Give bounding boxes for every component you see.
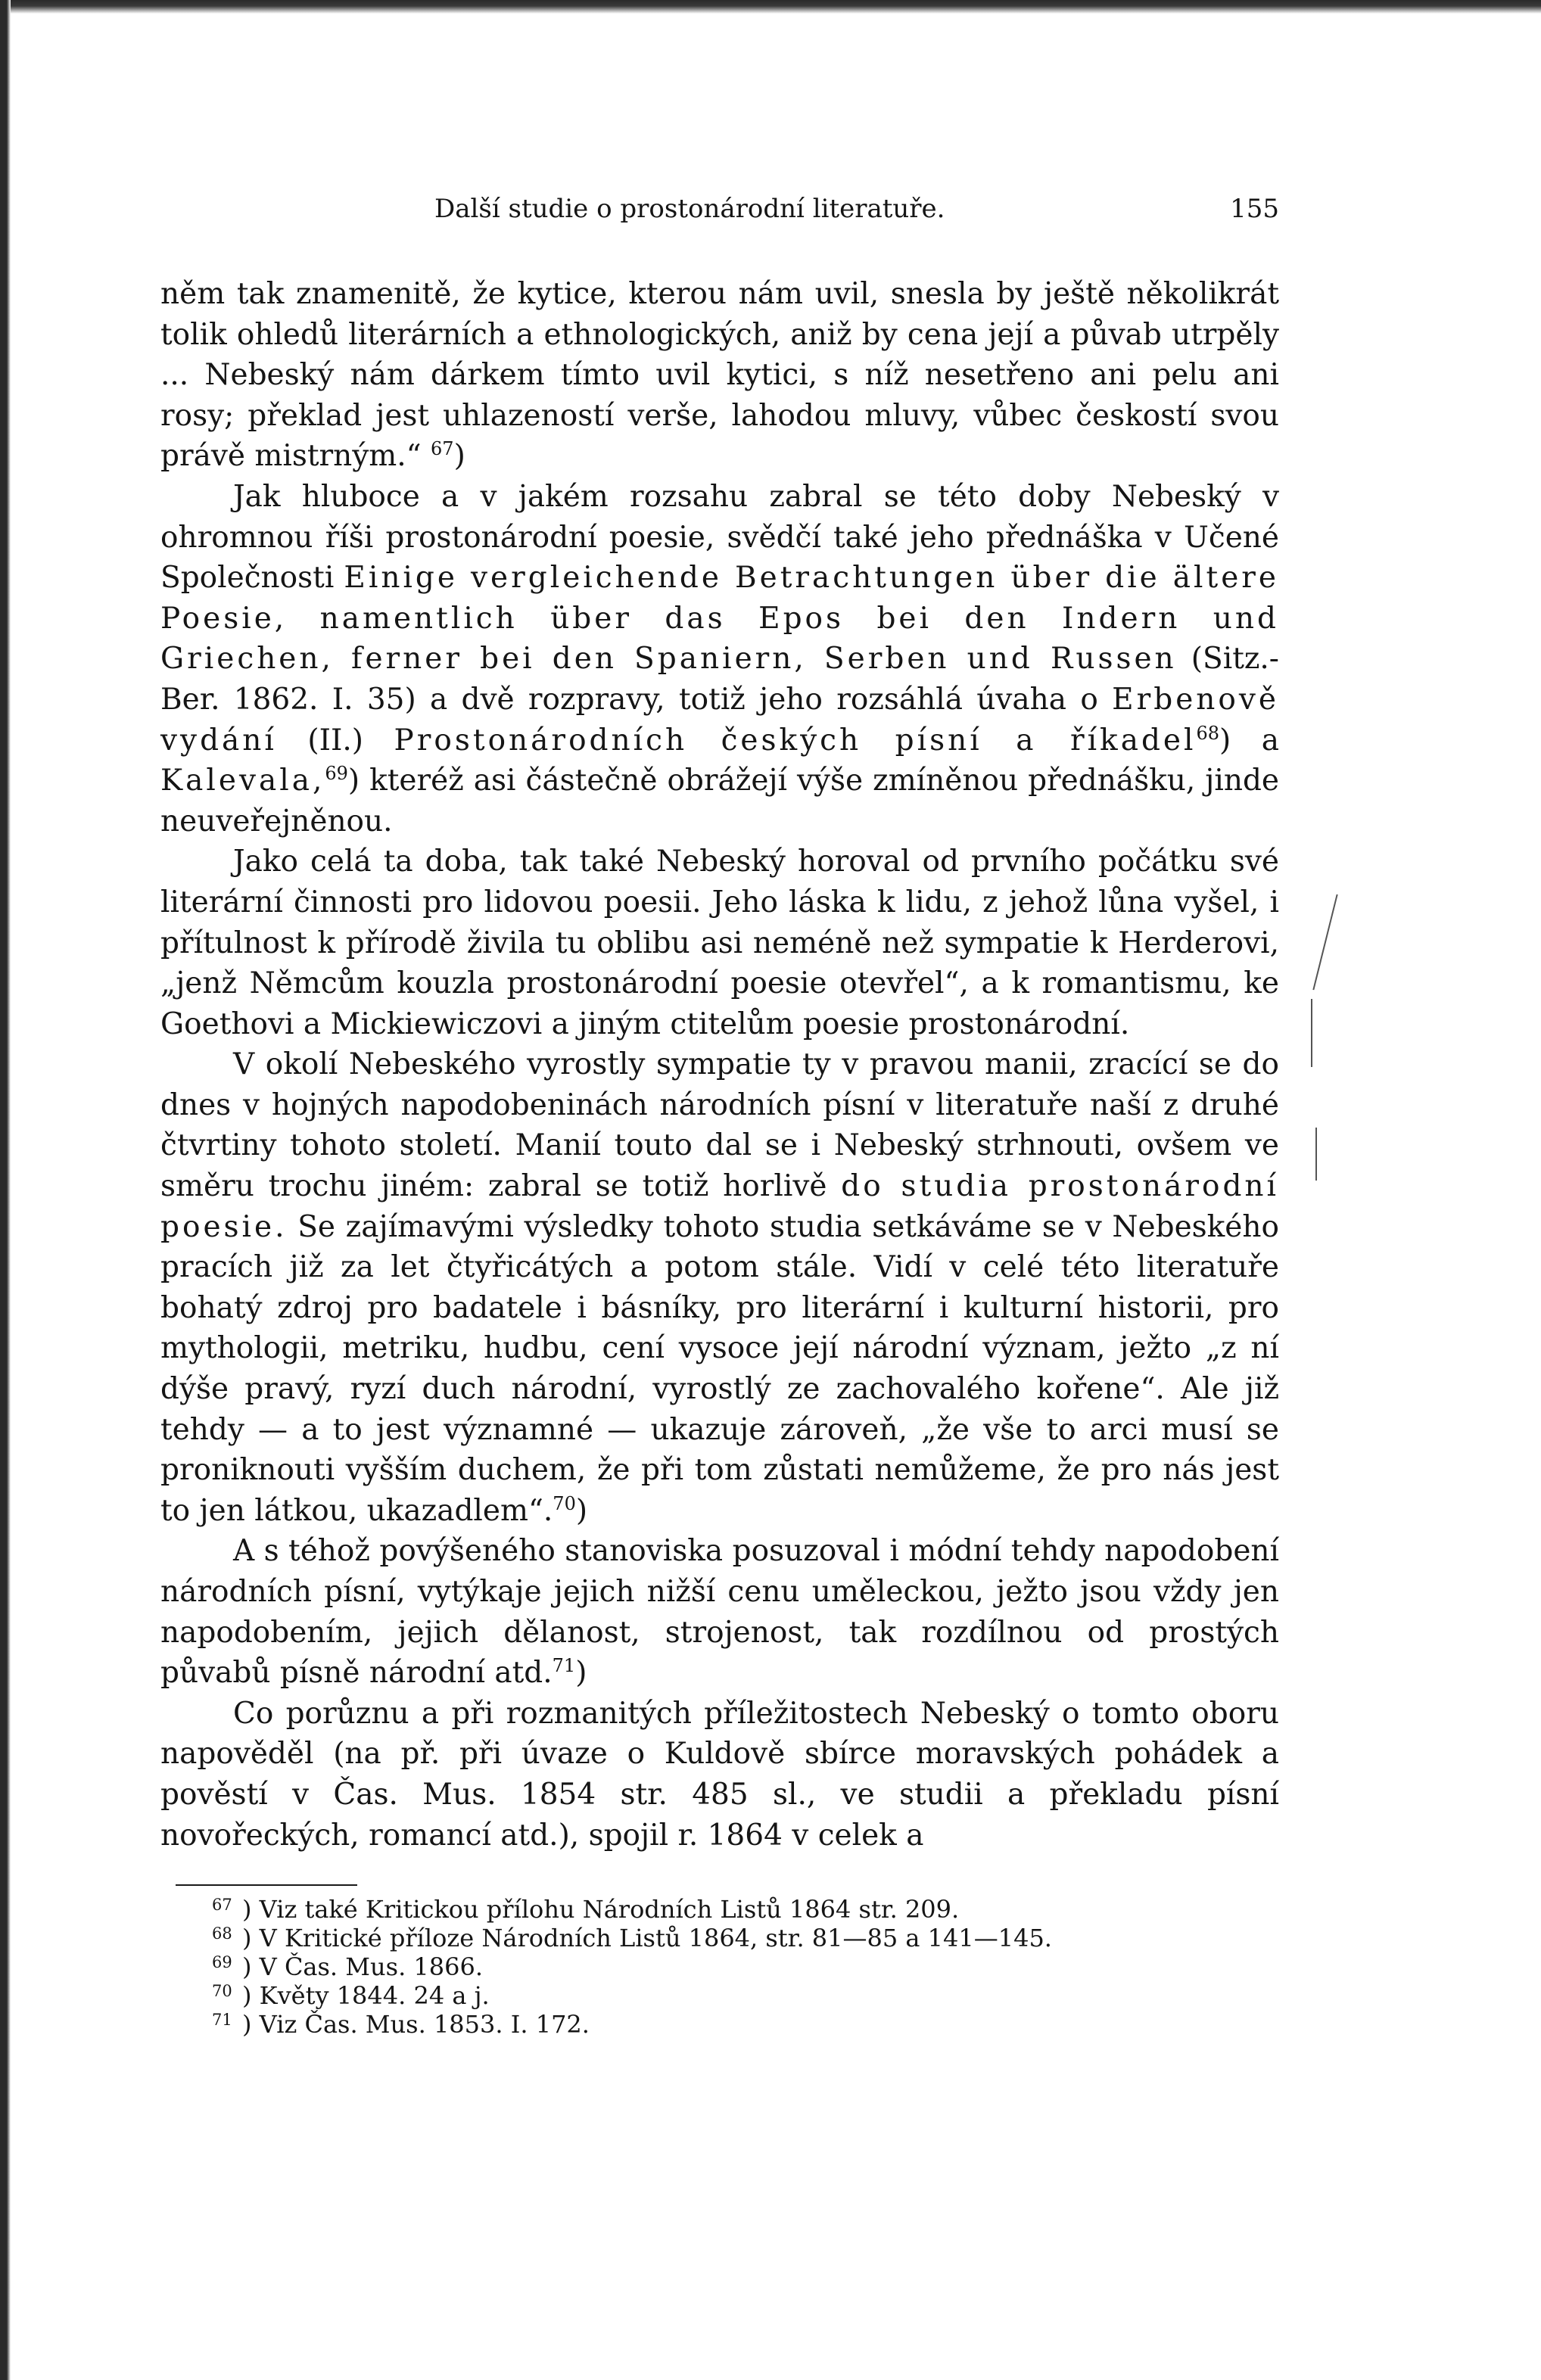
pencil-margin-mark bbox=[1315, 1128, 1317, 1181]
paragraph bbox=[160, 274, 1279, 477]
scan-border-top bbox=[0, 0, 1541, 14]
footnote-reference: 69 bbox=[325, 763, 348, 785]
paragraph bbox=[160, 1531, 1279, 1693]
footnote-text: ) V Kritické příloze Národních Listů 1864, str. 81—85 a 141—145. bbox=[242, 1924, 1052, 1953]
footnotes bbox=[160, 1895, 1279, 2039]
text-segment: Se zajímavými výsledky tohoto studia setkáváme se v Nebeského pracích již za let čtyřicátých a potom stále. Vidí v celé této literatuře bohatý zdroj pro badatele i básníky, pro literární i kulturní historii, pro mythologii, metriku, hudbu, cení vysoce její národní význam, ježto „z ní dýše pravý, ryzí duch národní, vyrostlý ze zachovalého kořene“. Ale již tehdy — a to jest významné — ukazuje zároveň, „že vše to arci musí se proniknouti vyšším duchem, že při tom zůstati nemůžeme, že pro nás jest to jen látkou, ukazadlem“. bbox=[160, 1209, 1279, 1528]
text-segment: ) bbox=[575, 1656, 587, 1691]
page-number: 155 bbox=[1230, 194, 1279, 224]
text-segment: Jak hluboce a v jakém rozsahu zabral se této doby Nebeský v ohromnou říši prostonárodní poesie, svědčí také jeho přednáška v Učené Společnosti bbox=[160, 479, 1279, 596]
footnote-separator bbox=[176, 1884, 357, 1886]
paragraph bbox=[160, 1044, 1279, 1531]
paragraph bbox=[160, 1694, 1279, 1856]
scan-border-left bbox=[0, 0, 11, 2380]
footnote-reference: 71 bbox=[552, 1655, 576, 1677]
footnote-text: ) Viz také Kritickou přílohu Národních Listů 1864 str. 209. bbox=[242, 1895, 960, 1924]
footnote-number: 71 bbox=[212, 2011, 232, 2030]
footnote-reference: 67 bbox=[431, 438, 454, 460]
footnote-number: 69 bbox=[212, 1953, 232, 1972]
text-segment: ) bbox=[575, 1493, 588, 1528]
spaced-title-text: do studia prostonárodní poesie. bbox=[160, 1169, 1279, 1244]
footnote-number: 67 bbox=[212, 1896, 232, 1915]
text-segment: něm tak znamenitě, že kytice, kterou nám uvil, snesla by ještě několikrát tolik ohledů literárních a ethnologických, aniž by cena její a půvab utrpěly ... Nebeský nám dárkem tímto uvil kytici, s níž nesetřeno ani pelu ani rosy; překlad jest uhlazeností verše, lahodou mluvy, vůbec českostí svou právě mistrným.“ bbox=[160, 277, 1279, 474]
text-segment: Co porůznu a při rozmanitých příležitostech Nebeský o tomto oboru napověděl (na př. při úvaze o Kuldově sbírce moravských pohádek a pověstí v Čas. Mus. 1854 str. 485 sl., ve studii a překladu písní novořeckých, romancí atd.), spojil r. 1864 v celek a bbox=[160, 1696, 1279, 1853]
footnote bbox=[212, 1895, 1279, 1924]
text-segment: Jako celá ta doba, tak také Nebeský horoval od prvního počátku své literární činnosti pro lidovou poesii. Jeho láska k lidu, z jehož lůna vyšel, i přítulnost k přírodě živila tu oblibu asi neméně než sympatie k Herderovi, „jenž Němcům kouzla prostonárodní poesie otevřel“, a k romantismu, ke Goethovi a Mickiewiczovi a jiným ctitelům poesie prostonárodní. bbox=[160, 845, 1279, 1041]
footnote-text: ) Květy 1844. 24 a j. bbox=[242, 1981, 490, 2011]
book-page bbox=[160, 182, 1279, 2039]
text-segment: A s téhož povýšeného stanoviska posuzoval i módní tehdy napodobení národních písní, vytýkaje jejich nižší cenu uměleckou, ježto jsou vždy jen napodobením, jejich dělanost, strojenost, tak rozdílnou od prostých půvabů písně národní atd. bbox=[160, 1534, 1279, 1691]
footnote bbox=[212, 2010, 1279, 2039]
footnote-text: ) V Čas. Mus. 1866. bbox=[242, 1952, 484, 1982]
footnote-reference: 68 bbox=[1196, 722, 1220, 744]
body-text bbox=[160, 274, 1279, 1856]
footnote bbox=[212, 1924, 1279, 1953]
pencil-margin-mark bbox=[1311, 999, 1312, 1067]
spaced-title-text: Kalevala, bbox=[160, 764, 325, 798]
spaced-title-text: Prostonárodních českých písní a říkadel bbox=[394, 723, 1197, 758]
footnote-text: ) Viz Čas. Mus. 1853. I. 172. bbox=[242, 2010, 590, 2039]
text-segment: (II.) bbox=[276, 723, 394, 758]
text-segment: (Sitz.-Ber. 1862. I. 35) a dvě rozpravy, totiž jeho rozsáhlá úvaha o bbox=[160, 642, 1279, 717]
running-title: Další studie o prostonárodní literatuře. bbox=[434, 194, 945, 224]
paragraph bbox=[160, 842, 1279, 1044]
spaced-title-text: Erbenově vydání bbox=[160, 682, 1279, 758]
spaced-title-text: Einige vergleichende Betrachtungen über die ältere Poesie, namentlich über das Epos bei den Indern und Griechen, ferner bei den Spaniern, Serben und Russen bbox=[160, 561, 1279, 677]
footnote bbox=[212, 1952, 1279, 1982]
pencil-margin-mark bbox=[1312, 894, 1337, 991]
text-segment: ) bbox=[453, 439, 465, 474]
paragraph bbox=[160, 477, 1279, 842]
text-segment: V okolí Nebeského vyrostly sympatie ty v pravou manii, zracící se do dnes v hojných napodobeninách národních písní v literatuře naší z druhé čtvrtiny tohoto století. Manií touto dal se i Nebeský strhnouti, ovšem ve směru trochu jiném: zabral se totiž horlivě bbox=[160, 1047, 1279, 1204]
footnote bbox=[212, 1981, 1279, 2011]
text-segment: ) a bbox=[1219, 723, 1279, 758]
page-header bbox=[160, 182, 1279, 235]
text-segment: ) kteréž asi částečně obrážejí výše zmíněnou přednášku, jinde neuveřejněnou. bbox=[160, 764, 1279, 838]
footnote-reference: 70 bbox=[553, 1492, 576, 1514]
footnote-number: 70 bbox=[212, 1982, 232, 2001]
footnote-number: 68 bbox=[212, 1924, 232, 1943]
